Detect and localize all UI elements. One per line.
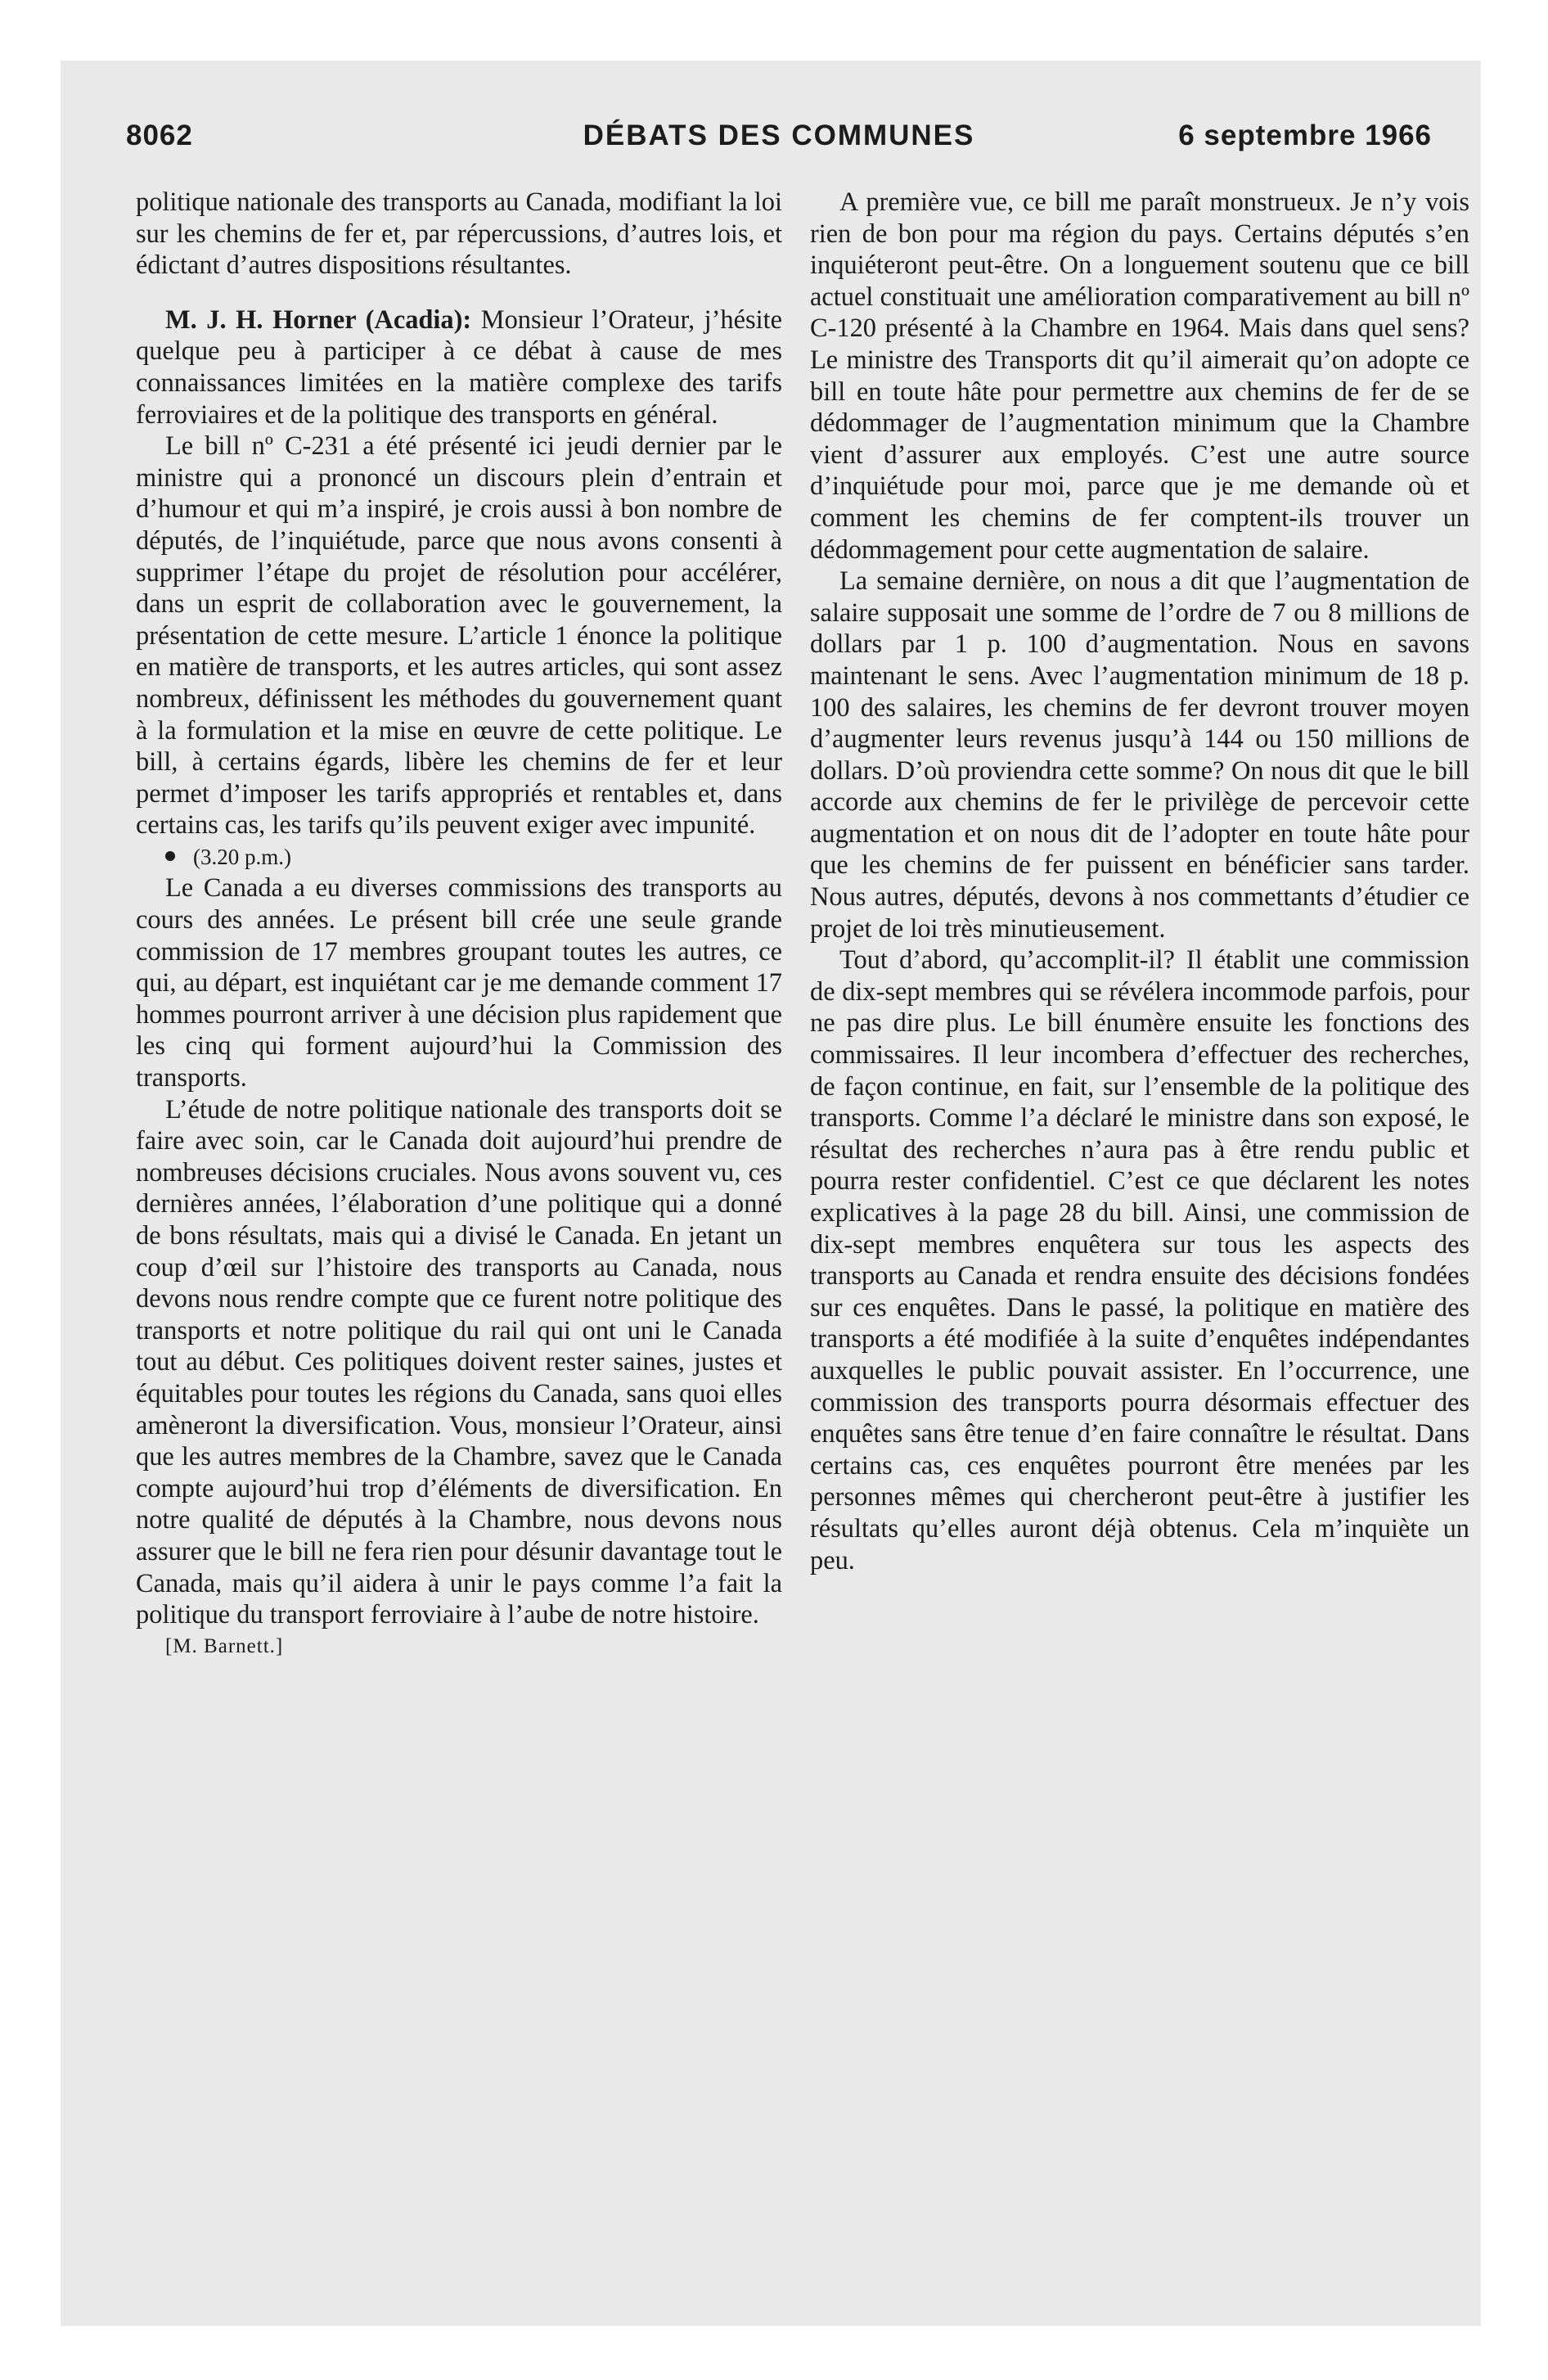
publication-title: DÉBATS DES COMMUNES [583,119,975,151]
page-date: 6 septembre 1966 [1178,119,1432,151]
paragraph: Le Canada a eu diverses commissions des transports au cours des années. Le présent bill crée une seule grande commission de 17 membres groupant toutes les autres, ce qui, au départ, est inquiétant car je me demande comment 17 hommes pourront arriver à une décision plus rapidement que les cinq qui forment aujourd’hui la Commission des transports. [136,873,782,1093]
paragraph: La semaine dernière, on nous a dit que l’augmentation de salaire supposait une somme de l’ordre de 7 ou 8 millions de dollars par 1 p. 100 d’augmentation. Nous en savons maintenant le sens. Avec l’augmentation minimum de 18 p. 100 des salaires, les chemins de fer devront trouver moyen d’augmenter leurs revenus jusqu’à 144 ou 150 millions de dollars. D’où proviendra cette somme? On nous dit que le bill accorde aux chemins de fer le privilège de percevoir cette augmentation et on nous dit de l’adopter en toute hâte pour que les chemins de fer puissent en bénéficier sans tarder. Nous autres, députés, devons à nos commettants d’étudier ce projet de loi très minutieusement. [810,566,1469,944]
paragraph: A première vue, ce bill me paraît monstrueux. Je n’y vois rien de bon pour ma région du pays. Certains députés s’en inquiéteront peut-être. On a longuement soutenu que ce bill actuel constituait une amélioration comparativement au bill nº C-120 présenté à la Chambre en 1964. Mais dans quel sens? Le ministre des Transports dit qu’il aimerait qu’on adopte ce bill en toute hâte pour permettre aux chemins de fer de se dédommager de l’augmentation minimum que la Chambre vient d’assurer aux employés. C’est une autre source d’inquiétude pour moi, parce que je me demande où et comment les chemins de fer comptent-ils trouver un dédommagement pour cette augmentation de salaire. [810,187,1469,565]
speaker-name: M. J. H. Horner (Acadia): [165,304,472,335]
paragraph: L’étude de notre politique nationale des transports doit se faire avec soin, car le Canada doit aujourd’hui prendre de nombreuses décisions cruciales. Nous avons souvent vu, ces dernières années, l’élaboration d’une politique qui a donné de bons résultats, mais qui a divisé le Canada. En jetant un coup d’œil sur l’histoire des transports au Canada, nous devons nous rendre compte que ce furent notre politique des transports et notre politique du rail qui ont uni le Canada tout au début. Ces politiques doivent rester saines, justes et équitables pour toutes les régions du Canada, sans quoi elles amèneront la diversification. Vous, monsieur l’Orateur, ainsi que les autres membres de la Chambre, savez que le Canada compte aujourd’hui trop d’éléments de diversification. En notre qualité de députés à la Chambre, nous devons nous assurer que le bill ne fera rien pour désunir davantage tout le Canada, mais qu’il aidera à unir le pays comme l’a fait la politique du transport ferroviaire à l’aube de notre histoire. [136,1094,782,1630]
right-column [810,187,1469,1576]
paragraph: Tout d’abord, qu’accomplit-il? Il établit une commission de dix-sept membres qui se révélera incommode parfois, pour ne pas dire plus. Le bill énumère ensuite les fonctions des commissaires. Il leur incombera d’effectuer des recherches, de façon continue, en fait, sur l’ensemble de la politique des transports. Comme l’a déclaré le ministre dans son exposé, le résultat des recherches n’aura pas à être rendu public et pourra rester confidentiel. C’est ce que déclarent les notes explicatives à la page 28 du bill. Ainsi, une commission de dix-sept membres enquêtera sur tous les aspects des transports au Canada et rendra ensuite des décisions fondées sur ces enquêtes. Dans le passé, la politique en matière des transports a été modifiée à la suite d’enquêtes indépendantes auxquelles le public pouvait assister. En l’occurrence, une commission des transports pourra désormais effectuer des enquêtes sans être tenue d’en faire connaître le résultat. Dans certains cas, ces enquêtes pourront être menées par les personnes mêmes qui chercheront peut-être à justifier les résultats qu’elles auront déjà obtenus. Cela m’inquiète un peu. [810,945,1469,1575]
paragraph: politique nationale des transports au Canada, modifiant la loi sur les chemins de fer et, par répercussions, d’autres lois, et édictant d’autres dispositions résultantes. [136,187,782,281]
speaker-paragraph [136,304,782,430]
left-column [136,187,782,1662]
time-marker-text: (3.20 p.m.) [193,844,291,869]
paragraph: Le bill nº C-231 a été présenté ici jeudi dernier par le ministre qui a prononcé un discours plein d’entrain et d’humour et qui m’a inspiré, je crois aussi à bon nombre de députés, de l’inquiétude, parce que nous avons consenti à supprimer l’étape du projet de résolution pour accélérer, dans un esprit de collaboration avec le gouvernement, la présentation de cette mesure. L’article 1 énonce la politique en matière de transports, et les autres articles, qui sont assez nombreux, définissent les méthodes du gouvernement quant à la formulation et la mise en œuvre de cette politique. Le bill, à certains égards, libère les chemins de fer et leur permet d’imposer les tarifs appropriés et rentables et, dans certains cas, les tarifs qu’ils peuvent exiger avec impunité. [136,431,782,841]
page-number: 8062 [126,119,193,151]
page-header [126,119,1432,160]
speaker-signature: [M. Barnett.] [165,1634,284,1657]
time-marker [136,841,782,873]
paragraph-text: Monsieur l’Orateur, j’hésite quelque peu à participer à ce débat à cause de mes connaissances limitées en la matière complexe des tarifs ferroviaires et de la politique des transports en général. [136,304,782,430]
bullet-icon [165,851,175,861]
